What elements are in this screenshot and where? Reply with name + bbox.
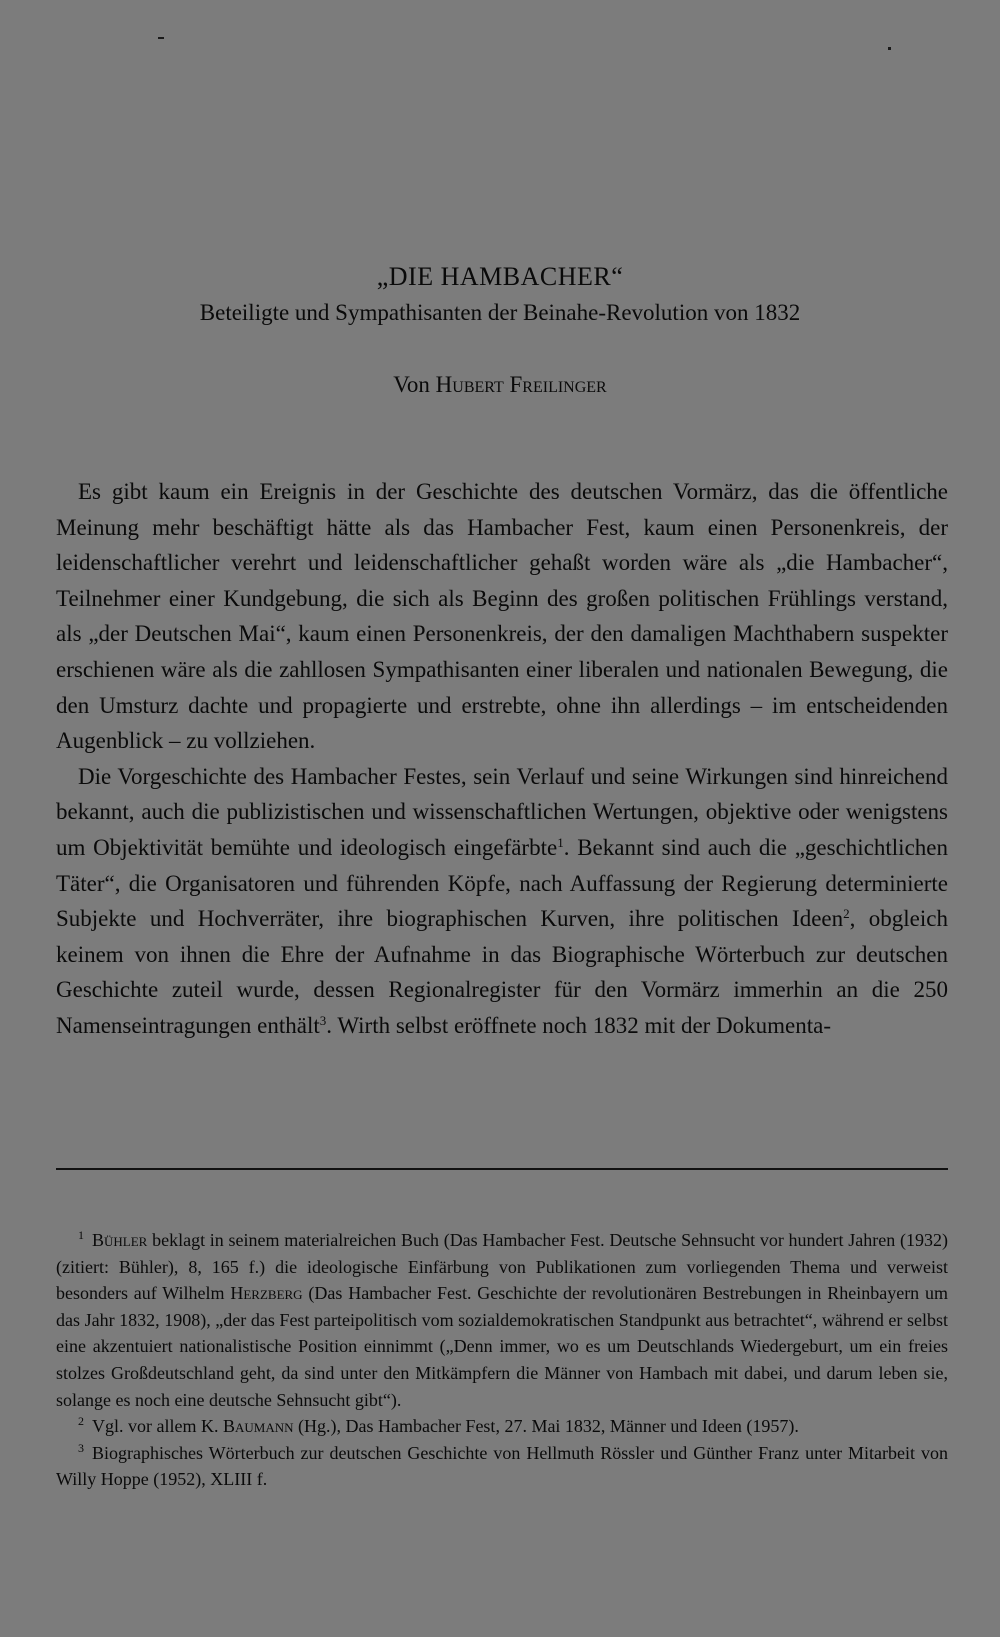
paragraph-2-part-a: Die Vorgeschichte des Hambacher Festes, sein Verlauf und seine Wirkungen sind hinreichend bekannt, auch die publizistischen und wissenschaftlichen Wertungen, objektive oder wenigstens um Objektivität bemühte und ideologisch eingefärbte (56, 763, 948, 860)
paragraph-2-part-b: . Bekannt sind auch die „geschichtlichen Täter“, die Organisatoren und führenden Köpfe, nach Auffassung der Regierung determinierte Subjekte und Hochverräter, ihre biographischen Kurven, ihre politischen Ideen (56, 834, 948, 932)
paragraph-2 (56, 759, 948, 1044)
footnote-author-name: Herzberg (230, 1283, 303, 1304)
author-line (0, 370, 1000, 400)
scan-speck (158, 37, 164, 39)
paragraph-2-part-c: , obgleich keinem von ihnen die Ehre der Aufnahme in das Biographische Wörterbuch zur deutschen Geschichte zuteil wurde, dessen Regionalregister für den Vormärz immerhin an die 250 Namenseintragungen enthält (56, 906, 948, 1038)
author-name: Hubert Freilinger (435, 372, 607, 397)
footnote-ref-1: 1 (557, 834, 564, 850)
footnote-text: Vgl. vor allem K. (92, 1416, 223, 1437)
article-title: „DIE HAMBACHER“ (376, 262, 624, 291)
footnote-mark: 3 (78, 1440, 84, 1455)
body-text (56, 474, 948, 1044)
footnote-2 (56, 1413, 948, 1440)
footnote-text: (Das Hambacher Fest. Geschichte der revolutionären Bestrebungen in Rheinbayern um das Jahr 1832, 1908), „der das Fest parteipolitisch vom sozialdemokratischen Standpunkt aus betrachtet“, während er selbst eine akzentuiert nationalistische Position einnimmt („Denn immer, wo es um Deutschlands Wiedergeburt, um ein freies stolzes Großdeutschland geht, da sind unter den Mitkämpfern die Männer von Hambach mit dabei, und darum leben sie, solange es noch eine deutsche Sehnsucht gibt“). (56, 1283, 948, 1410)
author-prefix: Von (393, 372, 430, 397)
footnote-text: Biographisches Wörterbuch zur deutschen Geschichte von Hellmuth Rössler und Günther Franz unter Mitarbeit von Willy Hoppe (1952), XLIII f. (56, 1442, 948, 1490)
paragraph-1: Es gibt kaum ein Ereignis in der Geschichte des deutschen Vormärz, das die öffentliche Meinung mehr beschäftigt hätte als das Hambacher Fest, kaum einen Personenkreis, der leidenschaftlicher verehrt und leidenschaftlicher gehaßt worden wäre als „die Hambacher“, Teilnehmer einer Kundgebung, die sich als Beginn des großen politischen Frühlings verstand, als „der Deutschen Mai“, kaum einen Personenkreis, der den damaligen Machthabern suspekter erschienen wäre als die zahllosen Sympathisanten einer liberalen und nationalen Bewegung, die den Umsturz dachte und propagierte und erstrebte, ohne ihn allerdings – im entscheidenden Augenblick – zu vollziehen. (56, 479, 948, 754)
footnote-divider (56, 1168, 948, 1170)
footnote-text: (Hg.), Das Hambacher Fest, 27. Mai 1832, Männer und Ideen (1957). (293, 1416, 799, 1437)
article-subtitle: Beteiligte und Sympathisanten der Beinahe-Revolution von 1832 (199, 300, 801, 325)
footnote-ref-2: 2 (843, 906, 850, 922)
scan-speck (888, 47, 891, 50)
footnote-mark: 2 (78, 1414, 84, 1429)
footnote-1 (56, 1227, 948, 1413)
footnote-3 (56, 1440, 948, 1493)
footnote-text: beklagt in seinem materialreichen Buch (Das Hambacher Fest. Deutsche Sehnsucht vor hundert Jahren (1932) (zitiert: Bühler), 8, 165 f.) die ideologische Einfärbung von Publikationen zum vorliegenden Thema und verweist besonders auf Wilhelm (56, 1230, 948, 1304)
footnote-ref-3: 3 (319, 1012, 327, 1028)
paragraph-2-part-d: . Wirth selbst eröffnete noch 1832 mit der Dokumenta- (326, 1012, 832, 1038)
footnote-author-name: Baumann (222, 1416, 294, 1437)
footnote-mark: 1 (78, 1228, 84, 1242)
footnotes (56, 1227, 948, 1493)
footnote-author-name: Bühler (92, 1230, 148, 1250)
